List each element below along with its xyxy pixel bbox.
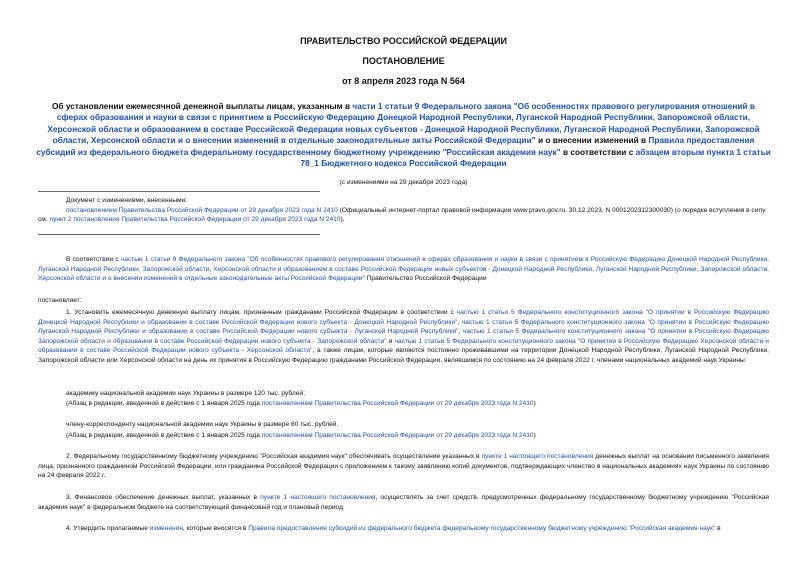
changes-label: Документ с изменениями, внесенными: [66, 197, 188, 204]
p3-link-point-1[interactable]: пункте 1 настоящего постановления [260, 494, 376, 501]
amended-note: (с изменениями на 29 декабря 2023 года) [339, 179, 468, 186]
corr-member-edit-end: ) [533, 432, 536, 439]
preamble-link-law[interactable]: частью 1 статьи 9 Федерального закона "Об особенностях правового регулирования отношений в сферах образования и науки в связи с принятием в Российскую Федерацию Донецкой Народной Республики, Луганской Народной Республики, Запорожской области, Херсонской области и образованием в составе Российской Федерации новых субъектов - Донецкой Народной Республики, Луганской Народной Республики, Запорожской области, Херсонской области и о внесении изменений в отдельные законодательные акты Российской Федерации" [38, 256, 769, 282]
government-name: ПРАВИТЕЛЬСТВО РОССИЙСКОЙ ФЕДЕРАЦИИ [300, 36, 507, 46]
p1-text-5: , а также лицам, которые являются постоянно проживавшими на территории Донецкой Народной Республики, Луганской Народной Республики, Запорожской области или Херсонской области на день их принятия в Российскую Федерацию гражданами Российской Федерации, являвшимся по состоянию на 24 февраля 2022 г. членами национальных академий наук Украины: [38, 347, 769, 364]
p1-text-2: , [457, 318, 462, 326]
academician-line: академику национальной академии наук Украины в размере 120 тыс. рублей; [66, 390, 305, 397]
academician-edit-link[interactable]: постановлением Правительства Российской Федерации от 29 декабря 2023 года N 2410 [261, 400, 534, 407]
changes-block [38, 196, 769, 225]
p1-link-dnr[interactable]: частью 1 статьи 5 Федерального конституционного закона "О принятии в Российскую Федерацию Донецкой Народной Республики и образовании в составе Российской Федерации нового субъекта - Донецкой Народной Республики" [38, 309, 769, 326]
document-title [36, 101, 771, 169]
corr-member-line: члену-корреспонденту национальной академии наук Украины в размере 60 тыс. рублей. [66, 421, 339, 428]
corr-member-edit-link[interactable]: постановлением Правительства Российской Федерации от 29 декабря 2023 года N 2410 [261, 432, 534, 439]
decides-label: постановляет: [38, 297, 82, 304]
date-number: от 8 апреля 2023 года N 564 [342, 76, 465, 86]
changes-text-end: ). [340, 216, 345, 223]
p4-link-subsidy-rules[interactable]: Правила предоставления субсидий из федерального бюджета федеральному государственному бюджетному учреждению "Российская академия наук" [248, 525, 716, 532]
corr-member-edit-text: (Абзац в редакции, введенной в действие с 1 января 2025 года [66, 432, 262, 439]
p2-text-2: денежных выплат на основании письменного заявления лица, признанного гражданином Российской Федерации, или гражданина Российской Федерации с приложением к такому заявлению копий документов, подтверждающих членство в национальных академиях наук Украины по состоянию на 24 февраля 2022 г. [38, 453, 770, 479]
changes-body [38, 206, 769, 225]
p4-text-1: 4. Утвердить прилагаемые [66, 525, 150, 532]
preamble-text-1: В соответствии с [66, 256, 121, 263]
p1-link-kherson[interactable]: частью 1 статьи 5 Федерального конституционного закона "О принятии в Российскую Федерацию Херсонской области и образовании в составе Российской Федерации нового субъекта - Херсонской области" [38, 337, 769, 354]
paragraph-1 [38, 308, 769, 365]
p1-link-lnr[interactable]: частью 1 статьи 5 Федерального конституционного закона "О принятии в Российскую Федерацию Луганской Народной Республики и образовании в составе Российской Федерации нового субъекта - Луганской Народной Республики" [38, 318, 769, 335]
academician-edit-end: ) [533, 400, 536, 407]
changes-link-decree[interactable]: постановлением Правительства Российской Федерации от 29 декабря 2023 года N 2410 [66, 206, 338, 214]
title-text-1: Об установлении ежемесячной денежной выплаты лицам, указанным в [51, 101, 353, 111]
preamble-text-2: Правительство Российской Федерации [364, 275, 487, 282]
academician-edit-text: (Абзац в редакции, введенной в действие с 1 января 2025 года [66, 400, 262, 407]
divider-top [38, 191, 320, 192]
p4-link-changes[interactable]: изменения [149, 525, 183, 532]
changes-link-paragraph[interactable]: пункт 2 постановления Правительства Российской Федерации от 29 декабря 2023 года N 2410 [49, 216, 341, 223]
p1-text-3: , [458, 328, 463, 335]
preamble [38, 255, 769, 284]
academician-edit-note [38, 399, 769, 409]
title-text-2: и о внесении изменений в [535, 135, 649, 146]
title-link-budget-code[interactable]: абзацем вторым пункта 1 статьи 78_1 Бюджетного кодекса Российской Федерации [300, 146, 771, 169]
p4-text-3: в [715, 525, 721, 532]
title-link-subsidy-rules[interactable]: Правила предоставления субсидий из федерального бюджета федеральному государственному бюджетному учреждению "Российская академия наук" [36, 135, 755, 157]
changes-text: (Официальный интернет-портал правовой информации www.pravo.gov.ru, 30.12.2023, N 0001202312300030) (о порядке вступления в силу см. [38, 206, 766, 223]
p3-text-2: , осуществлять за счет средств, предусмотренных федеральному государственному бюджетному учреждению "Российская академия наук" в федеральном бюджете на соответствующий финансовый год и плановый период. [38, 494, 769, 511]
document-type: ПОСТАНОВЛЕНИЕ [362, 56, 445, 66]
p1-text-4: и [386, 337, 395, 345]
divider-bottom [38, 234, 320, 235]
paragraph-4 [38, 524, 769, 534]
p3-text-1: 3. Финансовое обеспечение денежных выплат, указанных в [66, 494, 261, 501]
paragraph-3 [38, 493, 769, 512]
corr-member-edit-note [38, 431, 769, 441]
title-text-3: в соответствии с [560, 146, 636, 157]
p1-text-1: 1. Установить ежемесячную денежную выплату лицам, признанным гражданами Российской Федерации в соответствии с [66, 309, 457, 316]
title-link-law-article[interactable]: части 1 статьи 9 Федерального закона "Об особенностях правового регулирования отношений в сферах образования и науки в связи с принятием в Российскую Федерацию Донецкой Народной Республики, Луганской Народной Республики, Запорожской области, Херсонской области и образованием в составе Российской Федерации новых субъектов - Донецкой Народной Республики, Луганской Народной Республики, Запорожской области, Херсонской области и о внесении изменений в отдельные законодательные акты Российской Федерации" [47, 101, 760, 146]
p1-link-zaporozhye[interactable]: частью 1 статьи 5 Федерального конституционного закона "О принятии в Российскую Федерацию Запорожской области и образовании в составе Российской Федерации нового субъекта - Запорожской области" [38, 328, 770, 345]
p2-text-1: 2. Федеральному государственному бюджетному учреждению "Российская академия наук" обеспечивать осуществление указанных в [66, 453, 482, 460]
paragraph-2 [38, 452, 769, 481]
p2-link-point-1[interactable]: пункте 1 настоящего постановления [481, 453, 594, 460]
p4-text-2: , которые вносятся в [182, 525, 249, 532]
